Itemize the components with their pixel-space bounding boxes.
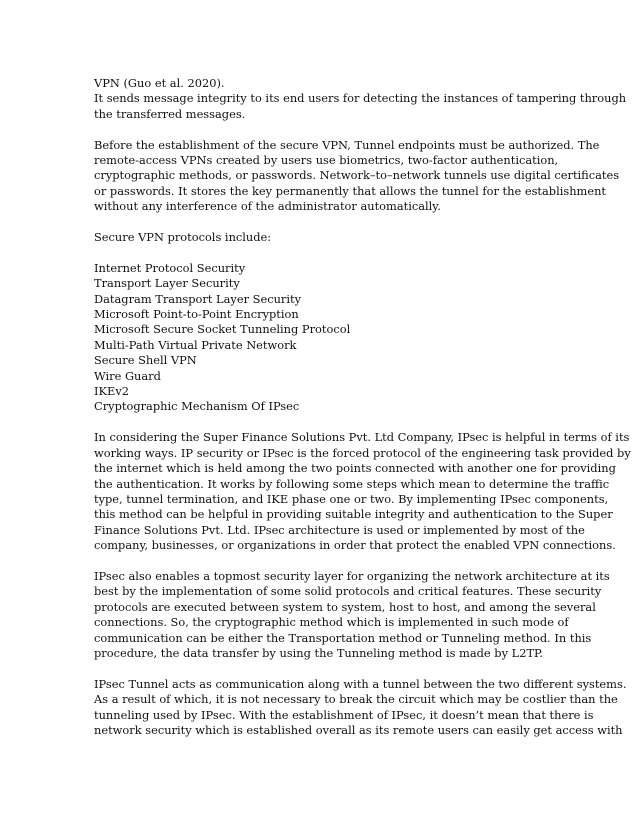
list-item: Internet Protocol Security [94, 260, 246, 275]
text-line: or passwords. It stores the key permanently that allows the tunnel for the establishment [94, 183, 606, 198]
text-line: this method can be helpful in providing suitable integrity and authentication to the Super [94, 507, 613, 522]
text-line: In considering the Super Finance Solutions Pvt. Ltd Company, IPsec is helpful in terms of its [94, 430, 630, 445]
text-line: Finance Solutions Pvt. Ltd. IPsec architecture is used or implemented by most of the [94, 522, 585, 537]
text-line: procedure, the data transfer by using the Tunneling method is made by L2TP. [94, 645, 544, 660]
text-line: without any interference of the administrator automatically. [94, 199, 441, 214]
text-line: connections. So, the cryptographic method which is implemented in such mode of [94, 615, 569, 630]
text-line: best by the implementation of some solid protocols and critical features. These security [94, 584, 602, 599]
list-item: Wire Guard [94, 368, 161, 383]
list-item: Microsoft Secure Socket Tunneling Protocol [94, 322, 351, 337]
text-line: Before the establishment of the secure VPN, Tunnel endpoints must be authorized. The [94, 137, 600, 152]
document-page [94, 76, 631, 754]
text-line: working ways. IP security or IPsec is the forced protocol of the engineering task provided by [94, 445, 631, 460]
protocol-list [94, 261, 554, 415]
paragraph-ipsec-tunnel [94, 676, 627, 739]
paragraph-vpn-integrity [94, 76, 627, 122]
list-item: Microsoft Point-to-Point Encryption [94, 307, 299, 322]
list-item: Secure Shell VPN [94, 353, 197, 368]
text-line: As a result of which, it is not necessary to break the circuit which may be costlier than the [94, 692, 618, 707]
text-line: VPN (Guo et al. 2020). [94, 76, 225, 90]
text-line: remote-access VPNs created by users use biometrics, two-factor authentication, [94, 153, 559, 168]
paragraph-protocols-intro [94, 230, 554, 245]
list-item: Transport Layer Security [94, 276, 240, 291]
text-line: the authentication. It works by following some steps which mean to determine the traffic [94, 476, 610, 491]
paragraph-tunnel-endpoints [94, 137, 620, 215]
text-line: It sends message integrity to its end users for detecting the instances of tampering through [94, 91, 627, 106]
text-line: IPsec Tunnel acts as communication along with a tunnel between the two different systems. [94, 676, 627, 691]
text-line: the transferred messages. [94, 106, 246, 121]
paragraph-ipsec-security-layer [94, 568, 610, 661]
text-line: cryptographic methods, or passwords. Network–to–network tunnels use digital certificates [94, 168, 620, 183]
text-line: company, businesses, or organizations in order that protect the enabled VPN connections. [94, 538, 616, 553]
paragraph-super-finance-ipsec [94, 430, 631, 553]
text-line: communication can be either the Transportation method or Tunneling method. In this [94, 630, 592, 645]
text-line: IPsec also enables a topmost security layer for organizing the network architecture at its [94, 568, 610, 583]
text-line: protocols are executed between system to system, host to host, and among the several [94, 599, 596, 614]
text-line: Secure VPN protocols include: [94, 230, 272, 245]
text-line: the internet which is held among the two points connected with another one for providing [94, 461, 616, 476]
text-line: tunneling used by IPsec. With the establishment of IPsec, it doesn’t mean that there is [94, 707, 594, 722]
list-item: IKEv2 [94, 384, 130, 399]
list-item: Cryptographic Mechanism Of IPsec [94, 399, 300, 414]
list-item: Datagram Transport Layer Security [94, 291, 302, 306]
list-item: Multi-Path Virtual Private Network [94, 337, 297, 352]
text-line: type, tunnel termination, and IKE phase one or two. By implementing IPsec components, [94, 491, 609, 506]
text-line: network security which is established overall as its remote users can easily get access with [94, 722, 623, 737]
